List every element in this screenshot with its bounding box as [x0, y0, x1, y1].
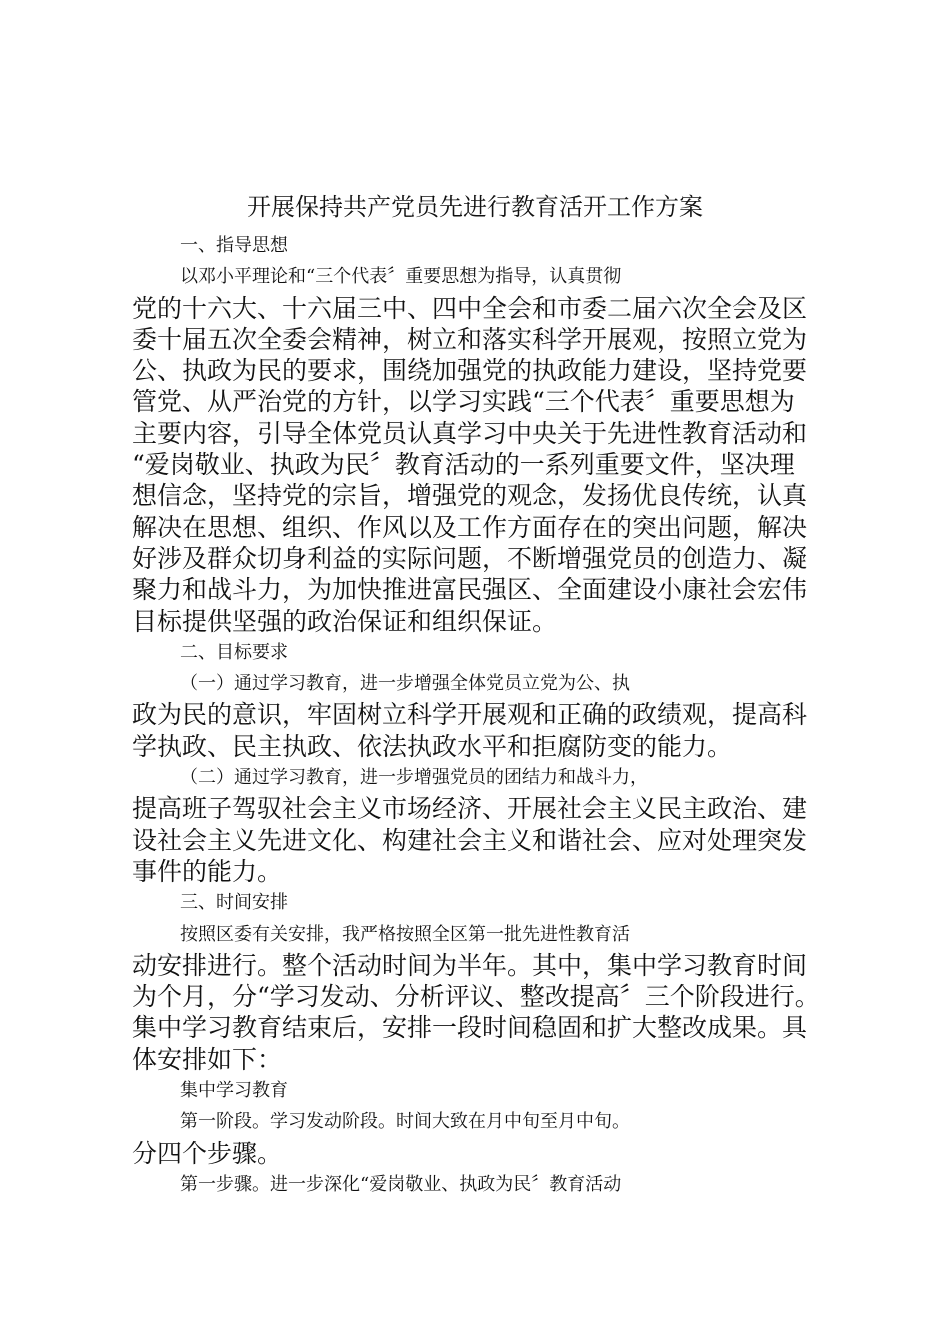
body-line: 学执政、民主执政、依法执政水平和拒腐防变的能力。	[132, 731, 733, 761]
document-body	[132, 230, 832, 1200]
body-line: 解决在思想、组织、作风以及工作方面存在的突出问题，解决	[132, 512, 808, 542]
body-line: 委十届五次全委会精神，树立和落实科学开展观，按照立党为	[132, 324, 808, 354]
body-line: 聚力和战斗力，为加快推进富民强区、全面建设小康社会宏伟	[132, 575, 808, 605]
body-line: 目标提供坚强的政治保证和组织保证。	[132, 606, 558, 636]
body-line: 二、目标要求	[180, 641, 288, 663]
body-line: 想信念，坚持党的宗旨，增强党的观念，发扬优良传统，认真	[132, 481, 808, 511]
body-line: 政为民的意识，牢固树立科学开展观和正确的政绩观，提高科	[132, 700, 808, 730]
body-line: 为个月，分“学习发动、分析评议、整改提高〞三个阶段进行。	[132, 982, 820, 1012]
body-line: 设社会主义先进文化、构建社会主义和谐社会、应对处理突发	[132, 825, 808, 855]
body-line: 事件的能力。	[132, 856, 283, 886]
body-line: 动安排进行。整个活动时间为半年。其中，集中学习教育时间	[132, 950, 808, 980]
document-title: 开展保持共产党员先进行教育活开工作方案	[247, 193, 703, 221]
body-line: 党的十六大、十六届三中、四中全会和市委二届六次全会及区	[132, 293, 808, 323]
body-line: 按照区委有关安排，我严格按照全区第一批先进性教育活	[180, 923, 630, 945]
body-line: 提高班子驾驭社会主义市场经济、开展社会主义民主政治、建	[132, 794, 808, 824]
body-line: （一）通过学习教育，进一步增强全体党员立党为公、执	[180, 673, 630, 695]
body-line: 体安排如下：	[132, 1044, 283, 1074]
body-line: 集中学习教育	[180, 1080, 288, 1102]
body-line: 第一阶段。学习发动阶段。时间大致在月中旬至月中旬。	[180, 1111, 630, 1133]
body-line: （二）通过学习教育，进一步增强党员的团结力和战斗力，	[180, 767, 648, 789]
body-line: “爱岗敬业、执政为民〞教育活动的一系列重要文件，坚决理	[132, 450, 795, 480]
body-line: 主要内容，引导全体党员认真学习中央关于先进性教育活动和	[132, 418, 808, 448]
body-line: 一、指导思想	[180, 235, 288, 256]
body-line: 分四个步骤。	[132, 1138, 283, 1168]
body-line: 三、时间安排	[180, 892, 288, 914]
body-line: 管党、从严治党的方针，以学习实践“三个代表〞重要思想为	[132, 387, 795, 417]
body-line: 好涉及群众切身利益的实际问题，不断增强党员的创造力、凝	[132, 543, 808, 573]
body-line: 公、执政为民的要求，围绕加强党的执政能力建设，坚持党要	[132, 356, 808, 386]
body-line: 以邓小平理论和“三个代表〞重要思想为指导，认真贯彻	[180, 266, 622, 288]
body-line: 第一步骤。进一步深化“爱岗敬业、执政为民〞教育活动	[180, 1173, 622, 1195]
body-line: 集中学习教育结束后，安排一段时间稳固和扩大整改成果。具	[132, 1013, 808, 1043]
